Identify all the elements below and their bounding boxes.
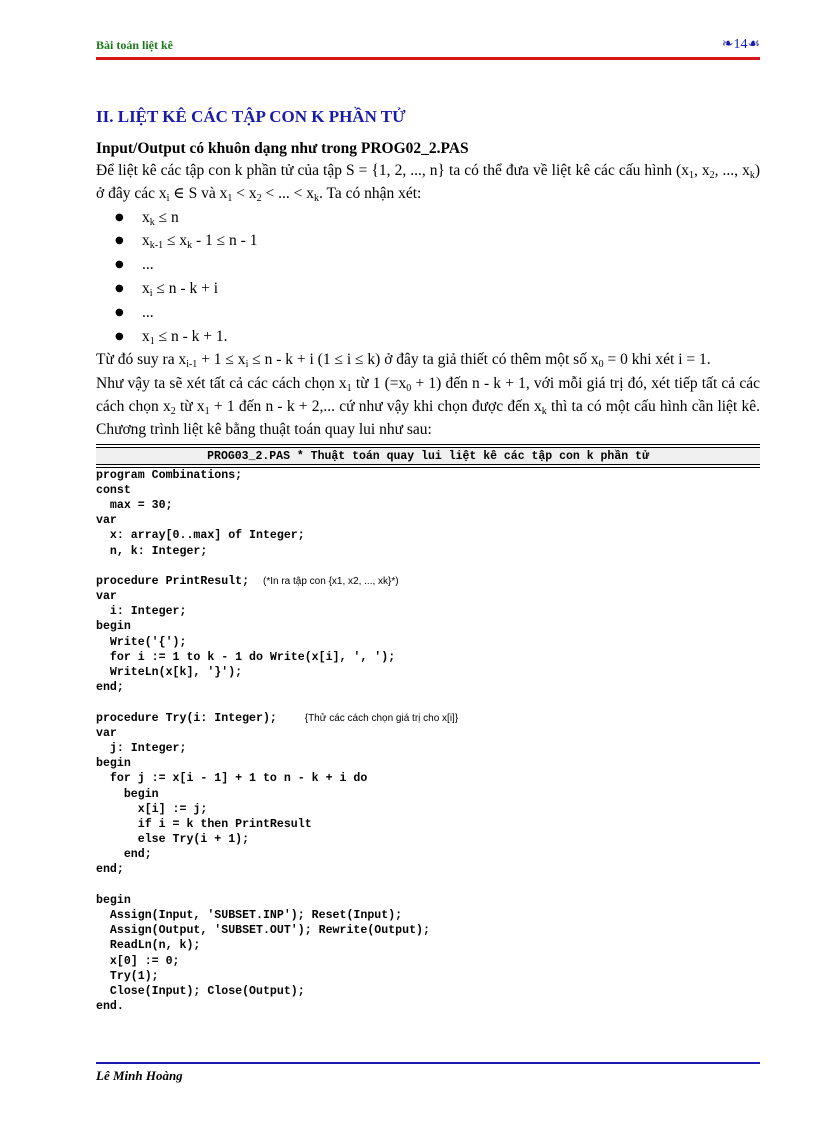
code-title-block xyxy=(96,444,760,468)
page-header xyxy=(96,38,760,58)
code-listing: program Combinations; const max = 30; var x: array[0..max] of Integer; n, k: Integer; procedure PrintResult; (*In ra tập con {x1, x2, ..., xk}*) var i: Integer; begin Write('{'); for i := 1 to k - 1 do Write(x[i], ', '); WriteLn(x[k], '}'); end; procedure Try(i: Integer); {Thử các cách chọn giá trị cho x[i]} var j: Integer; begin for j := x[i - 1] + 1 to n - k + i do begin x[i] := j; if i = k then PrintResult else Try(i + 1); end; end; begin Assign(Input, 'SUBSET.INP'); Reset(Input); Assign(Output, 'SUBSET.OUT'); Rewrite(Output); ReadLn(n, k); x[0] := 0; Try(1); Close(Input); Close(Output); end. xyxy=(96,468,459,1014)
code-comment: {Thử các cách chọn giá trị cho x[i]} xyxy=(304,712,459,724)
method-paragraph: Như vậy ta sẽ xét tất cả các cách chọn $x_1$ từ 1 $(=x_0 + 1)$ đến n - k + 1, với mỗi giá trị đó, xét tiếp tất cả các cách chọn $x_2$ từ $x_1 + 1$ đến n - k + 2,... cứ như vậy khi chọn được đến $x_k$ thì ta có một cấu hình cần liệt kê. Chương trình liệt kê bằng thuật toán quay lui như sau: xyxy=(96,374,760,439)
code-comment: (*In ra tập con {x1, x2, ..., xk}*) xyxy=(262,575,399,587)
list-item: ● $x_1 \le n - k + 1$. xyxy=(96,325,760,349)
ornament-left-icon: ❧ xyxy=(721,37,734,52)
intro-paragraph: Để liệt kê các tập con k phần tử của tập S = {1, 2, ..., n} ta có thể đưa về liệt kê các cấu hình ($x_1$, $x_2$, ..., $x_k$) ở đây các $x_i$ ∈ S và $x_1 < x_2$ < ... < $x_k$. Ta có nhận xét: xyxy=(96,162,760,205)
page-number-value: 14 xyxy=(733,37,748,52)
header-rule xyxy=(96,57,760,60)
section-title: II. LIỆT KÊ CÁC TẬP CON K PHẦN TỬ xyxy=(96,107,406,126)
derivation-paragraph: Từ đó suy ra $x_{i-1} + 1 \le x_i \le n - k + i$ (1 ≤ i ≤ k) ở đây ta giả thiết có thêm một số $x_0 = 0$ khi xét i = 1. xyxy=(96,351,711,371)
list-item: ● $x_{k-1} \le x_k - 1 \le n - 1$ xyxy=(96,229,760,253)
list-item: ● $x_i \le n - k + i$ xyxy=(96,277,760,301)
list-item: ● ... xyxy=(96,301,760,325)
page-content xyxy=(96,106,760,1014)
code-title: PROG03_2.PAS * Thuật toán quay lui liệt kê các tập con k phần tử xyxy=(96,448,760,464)
page-number xyxy=(722,36,760,53)
observation-list xyxy=(96,206,760,349)
ornament-right-icon: ☙ xyxy=(747,37,760,52)
header-title: Bài toán liệt kê xyxy=(96,38,173,52)
list-item: ● $x_k \le n$ xyxy=(96,206,760,230)
footer-rule xyxy=(96,1062,760,1064)
footer-author: Lê Minh Hoàng xyxy=(96,1068,183,1083)
io-subheading: Input/Output có khuôn dạng như trong PROG02_2.PAS xyxy=(96,140,469,157)
list-item: ● ... xyxy=(96,253,760,277)
